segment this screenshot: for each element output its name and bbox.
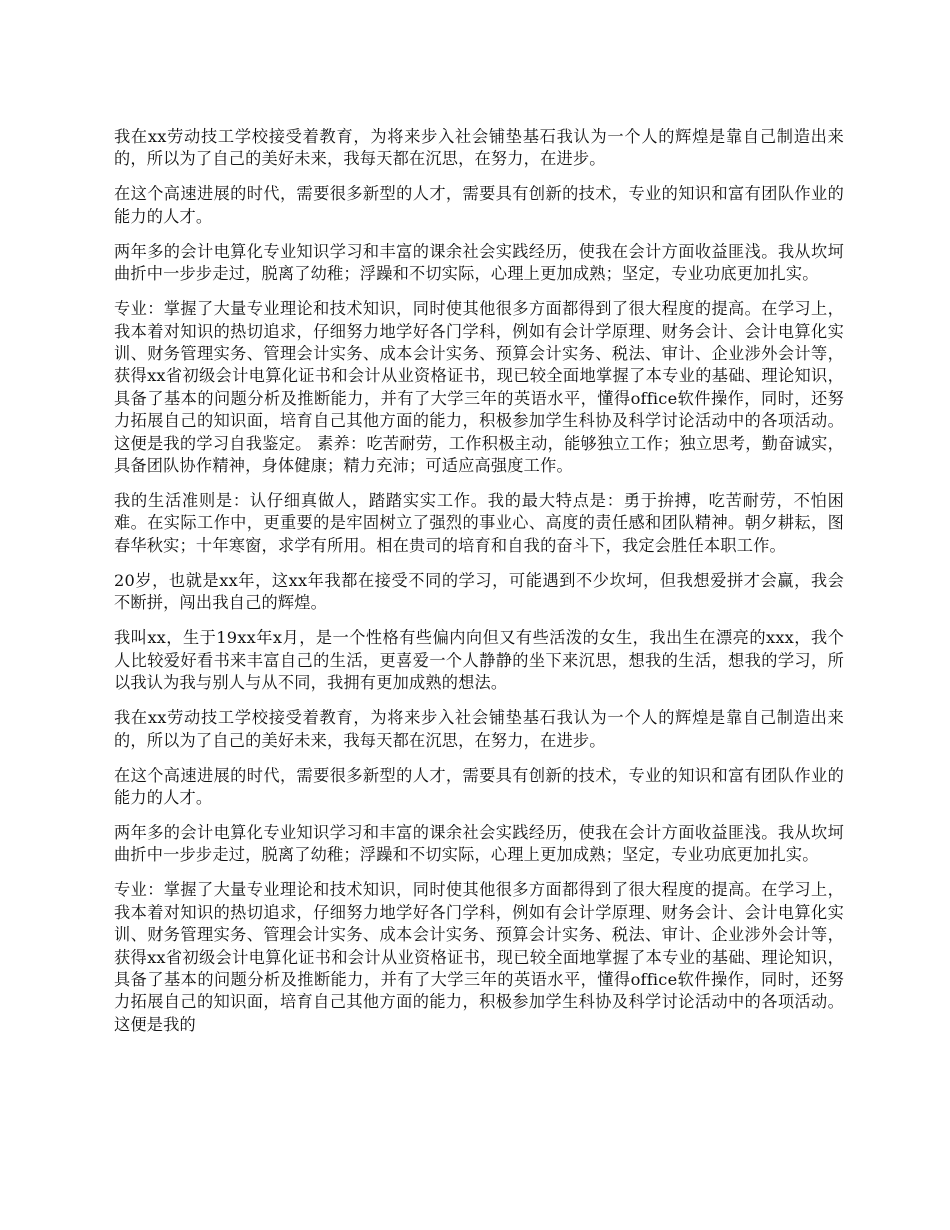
paragraph: 专业：掌握了大量专业理论和技术知识，同时使其他很多方面都得到了很大程度的提高。在学习上，我本着对知识的热切追求，仔细努力地学好各门学科，例如有会计学原理、财务会计、会计电算化实训、财务管理实务、管理会计实务、成本会计实务、预算会计实务、税法、审计、企业涉外会计等，获得xx省初级会计电算化证书和会计从业资格证书，现已较全面地掌握了本专业的基础、理论知识，具备了基本的问题分析及推断能力，并有了大学三年的英语水平，懂得office软件操作，同时，还努力拓展自己的知识面，培育自己其他方面的能力，积极参加学生科协及科学讨论活动中的各项活动。这便是我的学习自我鉴定。 素养：吃苦耐劳，工作积极主动，能够独立工作；独立思考，勤奋诚实，具备团队协作精神，身体健康；精力充沛；可适应高强度工作。 [114,299,844,476]
paragraph: 我在xx劳动技工学校接受着教育，为将来步入社会铺垫基石我认为一个人的辉煌是靠自己制造出来的，所以为了自己的美好未来，我每天都在沉思，在努力，在进步。 [114,127,844,169]
document-page [114,126,844,1049]
paragraph: 我叫xx，生于19xx年x月，是一个性格有些偏内向但又有些活泼的女生，我出生在漂亮的xxx，我个人比较爱好看书来丰富自己的生活，更喜爱一个人静静的坐下来沉思，想我的生活，想我的学习，所以我认为我与别人与从不同，我拥有更加成熟的想法。 [114,628,844,693]
paragraph: 两年多的会计电算化专业知识学习和丰富的课余社会实践经历，使我在会计方面收益匪浅。我从坎坷曲折中一步步走过，脱离了幼稚；浮躁和不切实际，心理上更加成熟；坚定，专业功底更加扎实。 [114,822,844,865]
paragraph: 我在xx劳动技工学校接受着教育，为将来步入社会铺垫基石我认为一个人的辉煌是靠自己制造出来的，所以为了自己的美好未来，我每天都在沉思，在努力，在进步。 [114,708,844,750]
paragraph: 20岁，也就是xx年，这xx年我都在接受不同的学习，可能遇到不少坎坷，但我想爱拼才会赢，我会不断拼，闯出我自己的辉煌。 [114,570,844,613]
paragraph: 专业：掌握了大量专业理论和技术知识，同时使其他很多方面都得到了很大程度的提高。在学习上，我本着对知识的热切追求，仔细努力地学好各门学科，例如有会计学原理、财务会计、会计电算化实训、财务管理实务、管理会计实务、成本会计实务、预算会计实务、税法、审计、企业涉外会计等，获得xx省初级会计电算化证书和会计从业资格证书，现已较全面地掌握了本专业的基础、理论知识，具备了基本的问题分析及推断能力，并有了大学三年的英语水平，懂得office软件操作，同时，还努力拓展自己的知识面，培育自己其他方面的能力，积极参加学生科协及科学讨论活动中的各项活动。这便是我的 [114,880,844,1034]
paragraph: 两年多的会计电算化专业知识学习和丰富的课余社会实践经历，使我在会计方面收益匪浅。我从坎坷曲折中一步步走过，脱离了幼稚；浮躁和不切实际，心理上更加成熟；坚定，专业功底更加扎实。 [114,241,844,284]
paragraph: 我的生活准则是：认仔细真做人，踏踏实实工作。我的最大特点是：勇于拚搏，吃苦耐劳，不怕困难。在实际工作中，更重要的是牢固树立了强烈的事业心、高度的责任感和团队精神。朝夕耕耘，图春华秋实；十年寒窗，求学有所用。相在贵司的培育和自我的奋斗下，我定会胜任本职工作。 [114,491,844,555]
paragraph: 在这个高速进展的时代，需要很多新型的人才，需要具有创新的技术，专业的知识和富有团队作业的能力的人才。 [114,765,844,807]
paragraph: 在这个高速进展的时代，需要很多新型的人才，需要具有创新的技术，专业的知识和富有团队作业的能力的人才。 [114,184,844,226]
